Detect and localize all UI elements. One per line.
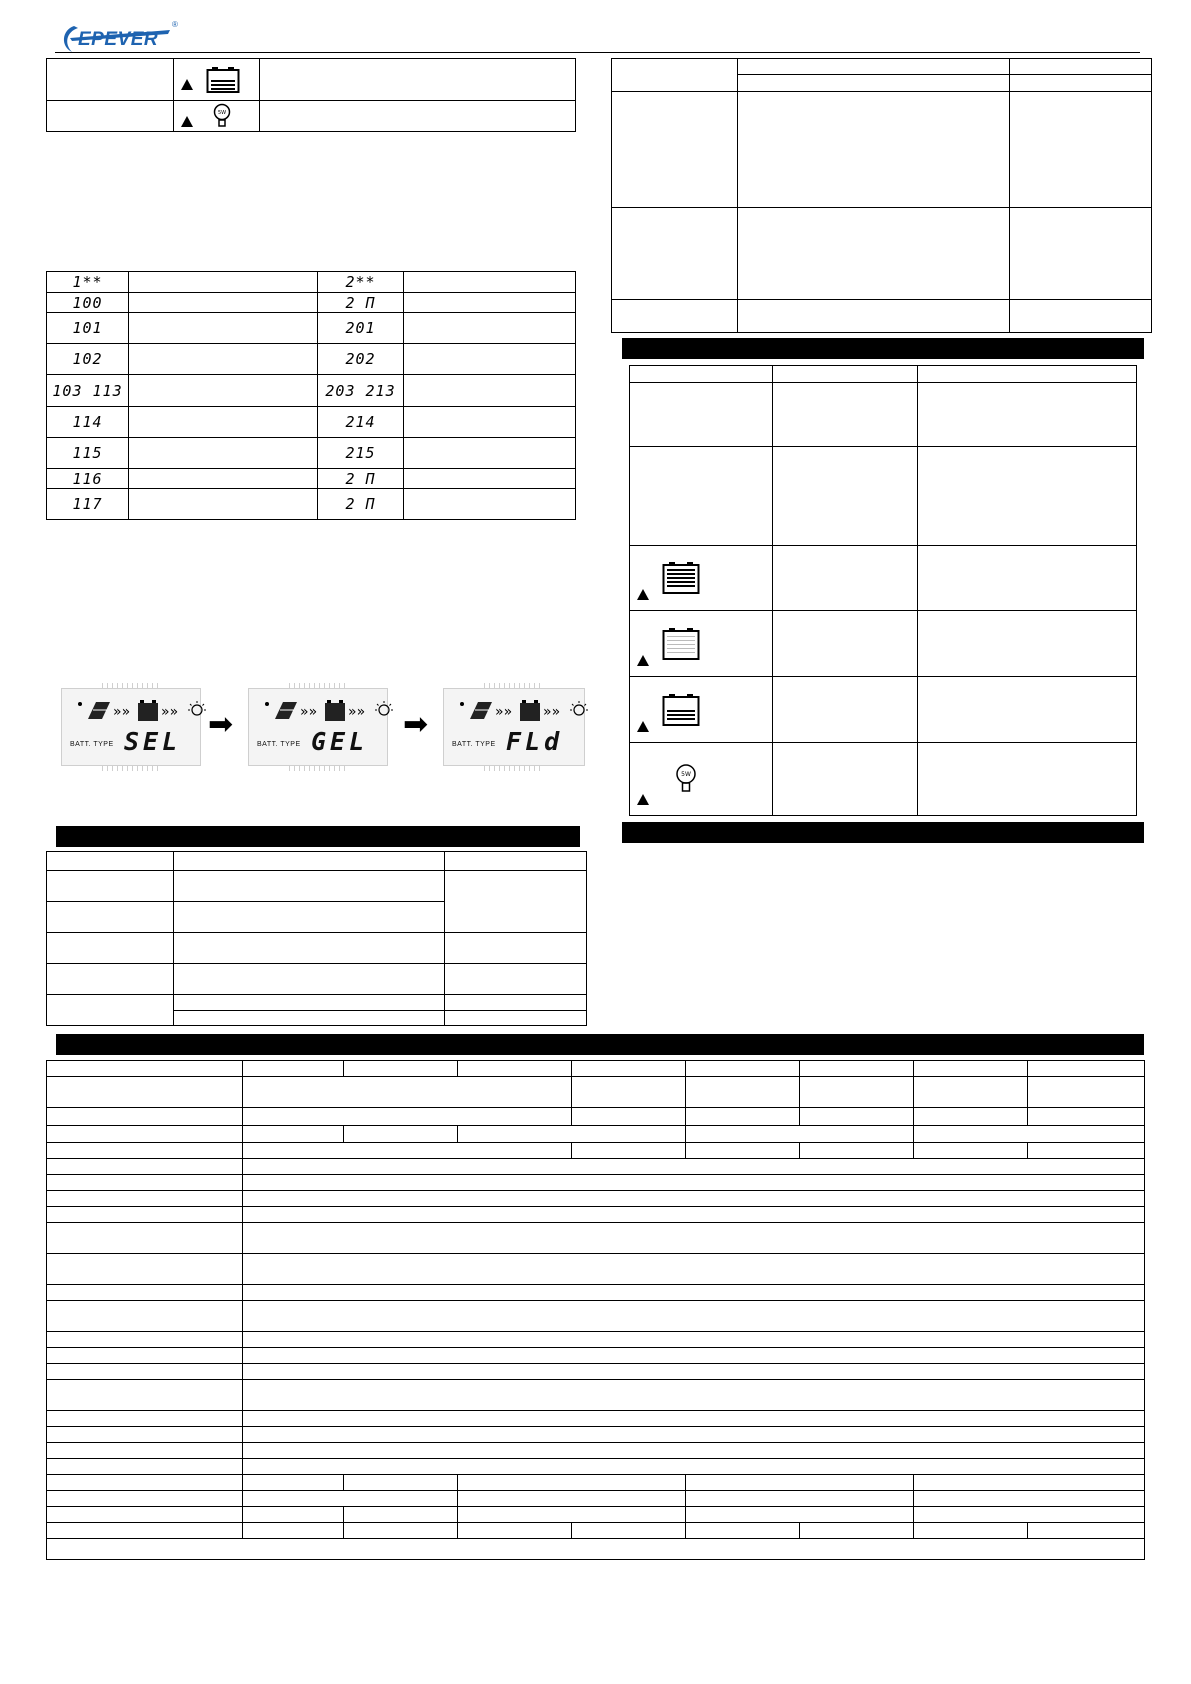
cell — [47, 1254, 243, 1285]
warning-triangle-icon — [637, 721, 649, 732]
battery-icon — [662, 561, 700, 595]
sun-icon — [78, 702, 82, 706]
cell — [47, 1539, 1145, 1560]
cell — [47, 1427, 243, 1443]
cell — [243, 1459, 1145, 1475]
cell — [129, 272, 318, 293]
cell — [445, 852, 587, 871]
lcd-ticks — [484, 766, 544, 771]
cell — [630, 366, 773, 383]
cell — [458, 1126, 686, 1143]
cell — [738, 75, 1010, 92]
section-header-bar — [56, 1034, 1144, 1055]
code-cell: 101 — [47, 313, 129, 344]
cell — [129, 489, 318, 520]
cell — [914, 1507, 1145, 1523]
section-header-bar — [56, 826, 580, 847]
cell — [47, 933, 174, 964]
cell — [47, 1191, 243, 1207]
cell — [686, 1523, 800, 1539]
light-bulb-icon — [188, 701, 206, 715]
cell — [1028, 1143, 1145, 1159]
cell — [773, 447, 918, 546]
cell — [243, 1223, 1145, 1254]
cell — [47, 1443, 243, 1459]
cell — [47, 1364, 243, 1380]
cell — [243, 1332, 1145, 1348]
cell — [243, 1175, 1145, 1191]
code-cell: 215 — [318, 438, 404, 469]
arrow-right-icon: ➡ — [403, 708, 429, 741]
cell — [630, 611, 773, 677]
battery-icon — [520, 700, 540, 721]
cell — [458, 1491, 686, 1507]
cell — [243, 1364, 1145, 1380]
cell — [572, 1061, 686, 1077]
cell — [243, 1348, 1145, 1364]
lcd-screen-3 — [443, 688, 585, 766]
cell — [630, 677, 773, 743]
batt-type-label: BATT. TYPE — [257, 741, 301, 748]
svg-text:5W: 5W — [681, 771, 691, 778]
registered-mark: ® — [172, 20, 178, 29]
cell — [174, 101, 260, 132]
cell — [47, 1348, 243, 1364]
cell — [243, 1411, 1145, 1427]
battery-icon — [138, 700, 158, 721]
cell — [612, 59, 738, 92]
lcd-ticks — [289, 766, 347, 771]
cell — [174, 933, 445, 964]
arrow-right-icon: ➡ — [208, 708, 234, 741]
cell — [914, 1523, 1028, 1539]
cell — [914, 1475, 1145, 1491]
cell — [686, 1126, 914, 1143]
lcd-value: FLd — [506, 727, 564, 756]
light-bulb-icon — [212, 103, 232, 129]
cell — [738, 208, 1010, 300]
cell — [914, 1491, 1145, 1507]
cell — [773, 677, 918, 743]
cell — [243, 1207, 1145, 1223]
cell — [914, 1061, 1028, 1077]
cell — [738, 92, 1010, 208]
cell — [686, 1077, 800, 1108]
cell — [773, 546, 918, 611]
cell — [800, 1108, 914, 1126]
warning-triangle-icon — [181, 79, 193, 90]
cell — [458, 1507, 686, 1523]
cell — [47, 1077, 243, 1108]
solar-panel-icon — [88, 702, 110, 719]
cell — [918, 366, 1137, 383]
code-cell: 117 — [47, 489, 129, 520]
cell — [243, 1108, 572, 1126]
cell — [47, 1108, 243, 1126]
battery-icon — [325, 700, 345, 721]
specification-table — [46, 1060, 1145, 1560]
code-cell: 103 113 — [47, 375, 129, 407]
svg-text:»»: »» — [161, 704, 179, 720]
cell — [445, 1011, 587, 1026]
cell — [572, 1523, 686, 1539]
cell — [918, 677, 1137, 743]
cell — [630, 743, 773, 816]
cell — [918, 743, 1137, 816]
svg-text:»»: »» — [348, 704, 366, 720]
cell — [47, 1143, 243, 1159]
cell — [686, 1108, 800, 1126]
lcd-screen-2 — [248, 688, 388, 766]
cell — [243, 1143, 572, 1159]
section-header-bar — [622, 338, 1144, 359]
battery-code-table — [46, 271, 576, 520]
cell — [47, 1223, 243, 1254]
cell — [47, 1332, 243, 1348]
cell — [445, 933, 587, 964]
cell — [243, 1301, 1145, 1332]
cell — [129, 375, 318, 407]
lcd-status-icons — [76, 699, 214, 723]
code-cell: 115 — [47, 438, 129, 469]
cell — [404, 313, 576, 344]
code-cell: 2** — [318, 272, 404, 293]
cell — [129, 469, 318, 489]
cell — [572, 1108, 686, 1126]
cell — [1010, 208, 1152, 300]
cell — [800, 1523, 914, 1539]
battery-half-icon — [662, 693, 700, 727]
cell — [738, 300, 1010, 333]
light-bulb-icon — [674, 763, 698, 795]
indicator-table-top-left — [46, 58, 576, 132]
cell — [572, 1077, 686, 1108]
cell — [243, 1061, 344, 1077]
cell — [1028, 1108, 1145, 1126]
code-cell: 2 П — [318, 489, 404, 520]
cell — [918, 611, 1137, 677]
cell — [344, 1126, 458, 1143]
cell — [445, 995, 587, 1011]
cell — [47, 1159, 243, 1175]
cell — [47, 1491, 243, 1507]
cell — [243, 1380, 1145, 1411]
cell — [1010, 92, 1152, 208]
cell — [630, 546, 773, 611]
cell — [344, 1061, 458, 1077]
cell — [243, 1159, 1145, 1175]
cell — [243, 1126, 344, 1143]
cell — [260, 59, 576, 101]
cell — [243, 1077, 572, 1108]
cell — [47, 59, 174, 101]
indicator-table-right — [629, 365, 1137, 816]
cell — [47, 1507, 243, 1523]
cell — [47, 964, 174, 995]
lcd-screen-1 — [61, 688, 201, 766]
cell — [174, 59, 260, 101]
cell — [773, 383, 918, 447]
cell — [404, 375, 576, 407]
section-header-bar — [622, 822, 1144, 843]
code-cell: 1** — [47, 272, 129, 293]
warning-triangle-icon — [637, 655, 649, 666]
batt-type-label: BATT. TYPE — [452, 741, 496, 748]
cell — [243, 1475, 344, 1491]
cell — [445, 964, 587, 995]
cell — [47, 1523, 243, 1539]
code-cell: 114 — [47, 407, 129, 438]
code-cell: 100 — [47, 293, 129, 313]
cell — [174, 852, 445, 871]
cell — [47, 995, 174, 1026]
cell — [914, 1126, 1145, 1143]
cell — [773, 743, 918, 816]
cell — [686, 1491, 914, 1507]
solar-panel-icon — [470, 702, 492, 719]
code-cell: 116 — [47, 469, 129, 489]
cell — [47, 871, 174, 902]
cell — [129, 407, 318, 438]
cell — [800, 1143, 914, 1159]
cell — [260, 101, 576, 132]
cell — [612, 300, 738, 333]
cell — [914, 1143, 1028, 1159]
lcd-status-icons — [263, 699, 401, 723]
code-cell: 102 — [47, 344, 129, 375]
cell — [129, 438, 318, 469]
cell — [738, 59, 1010, 75]
cell — [174, 964, 445, 995]
cell — [243, 1191, 1145, 1207]
cell — [47, 1475, 243, 1491]
cell — [243, 1285, 1145, 1301]
settings-table-left — [46, 851, 587, 1026]
cell — [612, 208, 738, 300]
settings-table-right-top — [611, 58, 1152, 333]
cell — [800, 1061, 914, 1077]
cell — [174, 1011, 445, 1026]
lcd-ticks — [289, 683, 347, 688]
sun-icon — [460, 702, 464, 706]
cell — [918, 546, 1137, 611]
cell — [47, 1061, 243, 1077]
cell — [243, 1491, 458, 1507]
cell — [918, 447, 1137, 546]
cell — [612, 92, 738, 208]
header-rule — [55, 52, 1140, 53]
svg-text:»»: »» — [543, 704, 561, 720]
cell — [918, 383, 1137, 447]
cell — [630, 447, 773, 546]
code-cell: 2 П — [318, 469, 404, 489]
code-cell: 201 — [318, 313, 404, 344]
code-cell: 203 213 — [318, 375, 404, 407]
cell — [404, 407, 576, 438]
cell — [47, 1126, 243, 1143]
lcd-ticks — [484, 683, 544, 688]
battery-half-icon — [206, 66, 240, 94]
batt-type-label: BATT. TYPE — [70, 741, 114, 748]
cell — [914, 1077, 1028, 1108]
lcd-value: SEL — [124, 727, 182, 756]
cell — [174, 902, 445, 933]
cell — [129, 313, 318, 344]
cell — [630, 383, 773, 447]
cell — [773, 366, 918, 383]
cell — [174, 995, 445, 1011]
cell — [47, 101, 174, 132]
cell — [773, 611, 918, 677]
light-bulb-icon — [375, 701, 393, 715]
cell — [686, 1475, 914, 1491]
cell — [1010, 59, 1152, 75]
cell — [47, 1411, 243, 1427]
cell — [344, 1523, 458, 1539]
cell — [344, 1475, 458, 1491]
warning-triangle-icon — [637, 794, 649, 805]
lcd-value: GEL — [311, 727, 369, 756]
cell — [686, 1143, 800, 1159]
cell — [47, 902, 174, 933]
cell — [914, 1108, 1028, 1126]
lcd-status-icons — [458, 699, 596, 723]
cell — [458, 1523, 572, 1539]
cell — [1010, 300, 1152, 333]
cell — [1028, 1077, 1145, 1108]
light-bulb-icon — [570, 701, 588, 715]
cell — [404, 344, 576, 375]
cell — [129, 344, 318, 375]
cell — [243, 1254, 1145, 1285]
solar-panel-icon — [275, 702, 297, 719]
cell — [47, 1301, 243, 1332]
cell — [47, 1175, 243, 1191]
cell — [243, 1427, 1145, 1443]
cell — [47, 1459, 243, 1475]
cell — [174, 871, 445, 902]
cell — [47, 1380, 243, 1411]
cell — [404, 469, 576, 489]
cell — [1028, 1061, 1145, 1077]
sun-icon — [265, 702, 269, 706]
svg-text:»»: »» — [300, 704, 318, 720]
cell — [404, 489, 576, 520]
brand-logo — [60, 22, 180, 56]
battery-empty-icon — [662, 627, 700, 661]
lcd-ticks — [102, 683, 160, 688]
cell — [800, 1077, 914, 1108]
cell — [572, 1143, 686, 1159]
cell — [404, 438, 576, 469]
cell — [686, 1507, 914, 1523]
code-cell: 202 — [318, 344, 404, 375]
cell — [47, 1207, 243, 1223]
cell — [686, 1061, 800, 1077]
cell — [47, 1285, 243, 1301]
cell — [344, 1507, 458, 1523]
cell — [404, 293, 576, 313]
warning-triangle-icon — [637, 589, 649, 600]
cell — [445, 871, 587, 933]
cell — [243, 1507, 344, 1523]
cell — [404, 272, 576, 293]
cell — [1028, 1523, 1145, 1539]
warning-triangle-icon — [181, 116, 193, 127]
cell — [458, 1475, 686, 1491]
svg-text:5W: 5W — [217, 110, 227, 116]
cell — [1010, 75, 1152, 92]
cell — [47, 852, 174, 871]
code-cell: 2 П — [318, 293, 404, 313]
lcd-ticks — [102, 766, 160, 771]
cell — [243, 1443, 1145, 1459]
svg-text:»»: »» — [113, 704, 131, 720]
logo-text: EPEVER — [78, 29, 159, 50]
code-cell: 214 — [318, 407, 404, 438]
cell — [243, 1523, 344, 1539]
cell — [458, 1061, 572, 1077]
cell — [129, 293, 318, 313]
svg-text:»»: »» — [495, 704, 513, 720]
